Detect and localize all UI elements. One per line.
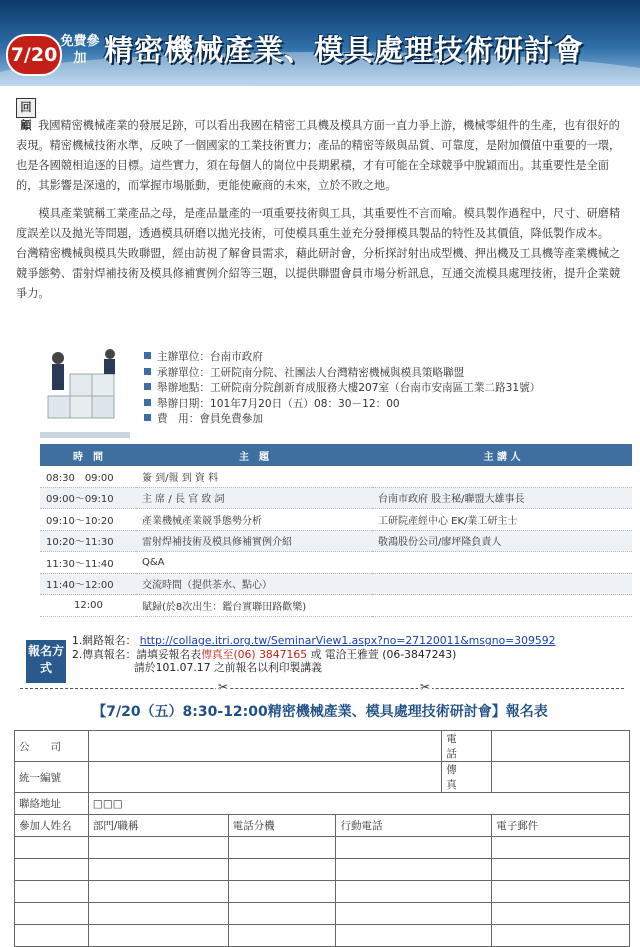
entry-cell[interactable] <box>88 881 228 903</box>
bullet-square-icon <box>144 368 151 375</box>
form-header-row <box>15 815 630 837</box>
bullet-square-icon <box>144 399 151 406</box>
schedule-topic: 雷射焊補技術及模具修補實例介紹 <box>136 530 372 552</box>
schedule-topic: 產業機械產業競爭態勢分析 <box>136 509 372 531</box>
form-row-address <box>15 793 630 815</box>
phone-field[interactable] <box>492 731 630 762</box>
entry-cell[interactable] <box>492 903 630 925</box>
intro-paragraph-1 <box>16 98 628 196</box>
form-entry-row <box>15 903 630 925</box>
event-info <box>144 350 634 428</box>
phone-label: 電 話 <box>442 731 492 762</box>
entry-cell[interactable] <box>15 859 89 881</box>
intro-paragraph-2: 模具產業號稱工業產品之母，是產品量產的一項重要技術與工具，其重要性不言而喻。模具製作過程中，尺寸、研磨精度誤差以及拋光等問題，透過模具研磨以拋光技術，可使模具重生並充分發揮模具製品的特性及其價值，降低製作成本。 <box>16 207 621 240</box>
info-organizer: 主辦單位：台南市政府 <box>144 350 634 366</box>
fax-suffix: 或 電洽王雅萱 (06-3847243) <box>310 647 457 661</box>
registration-info <box>72 634 632 675</box>
schedule-speaker <box>372 466 632 487</box>
entry-cell[interactable] <box>228 903 336 925</box>
bullet-square-icon <box>144 414 151 421</box>
title-banner <box>0 0 640 86</box>
company-label: 公 司 <box>15 731 89 762</box>
entry-cell[interactable] <box>88 837 228 859</box>
fax-field[interactable] <box>492 762 630 793</box>
registration-deadline: 請於101.07.17 之前報名以利印製講義 <box>134 661 322 674</box>
schedule-header-row <box>40 444 632 466</box>
scissors-icon: ✂ <box>420 680 431 694</box>
schedule-header-speaker: 主 講 人 <box>372 444 632 466</box>
schedule-topic: 主 席 / 長 官 致 詞 <box>136 487 372 509</box>
table-row <box>40 487 632 509</box>
schedule-time: 12:00 <box>40 595 136 617</box>
entry-cell[interactable] <box>228 837 336 859</box>
entry-cell[interactable] <box>336 859 492 881</box>
schedule-topic: 賦歸(於8次出生：鑑台實聯田路歡樂) <box>136 595 372 617</box>
col-email: 電子郵件 <box>492 815 630 837</box>
tax-id-field[interactable] <box>88 762 441 793</box>
entry-cell[interactable] <box>88 859 228 881</box>
entry-cell[interactable] <box>15 837 89 859</box>
info-datetime: 舉辦日期：101年7月20日（五）08：30－12：00 <box>144 397 634 413</box>
schedule-speaker <box>372 595 632 617</box>
entry-cell[interactable] <box>15 903 89 925</box>
dropcap: 回顧 <box>16 98 36 118</box>
registration-badge: 報名方式 <box>26 640 66 683</box>
schedule-time: 10:20～11:30 <box>40 530 136 552</box>
table-row <box>40 595 632 617</box>
col-attendee-name: 參加人姓名 <box>15 815 89 837</box>
registration-form <box>14 730 630 947</box>
registration-online <box>72 634 632 648</box>
registration-fax <box>72 648 632 662</box>
form-entry-row <box>15 881 630 903</box>
info-fee: 費 用：會員免費參加 <box>144 412 634 428</box>
zip-boxes: □□□ <box>92 797 123 810</box>
schedule-speaker: 敬鴻股份公司/廖坪隆負責人 <box>372 530 632 552</box>
table-row <box>40 466 632 487</box>
entry-cell[interactable] <box>492 859 630 881</box>
online-label: 1.網路報名： <box>72 634 137 647</box>
table-row <box>40 509 632 531</box>
schedule-time: 09:00～09:10 <box>40 487 136 509</box>
intro-paragraph-3: 台灣精密機械與模具失敗聯盟，經由訪視了解會員需求，藉此研討會，分析探討射出成型機、押出機及工具機等產業機械之競爭態勢、雷射焊補技術及模具修補實例介紹等三題，以提供聯盟會員市場分析訊息，互通交流模具處理技術，提升企業競爭力。 <box>16 247 621 300</box>
entry-cell[interactable] <box>15 881 89 903</box>
entry-cell[interactable] <box>88 903 228 925</box>
schedule-header-topic: 主 題 <box>136 444 372 466</box>
people-puzzle-illustration <box>40 346 130 438</box>
intro-text-1: 我國精密機械產業的發展足跡，可以看出我國在精密工具機及模具方面一直力爭上游，機械零組件的生產，也有很好的表現。精密機械技術水準，反映了一個國家的工業技術實力；產品的精密等級與品質、可靠度，是附加價值中重要的一環，也是各國競相追逐的目標。這些實力，須在每個人的崗位中長期累積，才有可能在全球競爭中脫穎而出。其重要性是全面的，其影響是深遠的，而掌握市場脈動，更能使廠商的未來，立於不敗之地。 <box>16 119 621 192</box>
col-phone-ext: 電話分機 <box>228 815 336 837</box>
tax-id-label: 統一編號 <box>15 762 89 793</box>
entry-cell[interactable] <box>15 925 89 947</box>
schedule-speaker: 台南市政府 股主秘/聯盟大雄事長 <box>372 487 632 509</box>
col-department-title: 部門/職稱 <box>88 815 228 837</box>
form-entry-row <box>15 837 630 859</box>
registration-link[interactable]: http://collage.itri.org.tw/SeminarView1.aspx?no=27120011&msgno=309592 <box>139 634 556 647</box>
schedule-table <box>40 444 632 617</box>
form-entry-row <box>15 925 630 947</box>
col-mobile: 行動電話 <box>336 815 492 837</box>
intro-text <box>16 98 628 312</box>
form-row-tax <box>15 762 630 793</box>
schedule-topic: Q&A <box>136 552 372 574</box>
entry-cell[interactable] <box>336 903 492 925</box>
free-tag: 免費參加 <box>60 34 100 66</box>
entry-cell[interactable] <box>228 859 336 881</box>
form-row-company <box>15 731 630 762</box>
fax-prefix: 2.傳真報名：請填妥報名表 <box>72 647 202 661</box>
entry-cell[interactable] <box>492 925 630 947</box>
schedule-time: 11:40～12:00 <box>40 573 136 595</box>
schedule-time: 08:30 09:00 <box>40 466 136 487</box>
schedule-speaker <box>372 573 632 595</box>
schedule-header-time: 時 間 <box>40 444 136 466</box>
date-badge: 7/20 <box>6 34 62 76</box>
schedule-time: 09:10～10:20 <box>40 509 136 531</box>
fax-contact: 傳真至(06) 3847165 <box>201 647 308 661</box>
entry-cell[interactable] <box>88 925 228 947</box>
bullet-square-icon <box>144 383 151 390</box>
entry-cell[interactable] <box>336 925 492 947</box>
fax-label: 傳 真 <box>442 762 492 793</box>
table-row <box>40 573 632 595</box>
form-title: 【7/20（五）8:30-12:00精密機械產業、模具處理技術研討會】報名表 <box>92 704 548 720</box>
schedule-topic: 交流時間（提供茶水、點心） <box>136 573 372 595</box>
entry-cell[interactable] <box>492 837 630 859</box>
cut-line <box>20 682 624 696</box>
entry-cell[interactable] <box>336 837 492 859</box>
company-field[interactable] <box>88 731 441 762</box>
entry-cell[interactable] <box>228 881 336 903</box>
schedule-topic: 簽 到/報 到 資 料 <box>136 466 372 487</box>
table-row <box>40 530 632 552</box>
form-entry-row <box>15 859 630 881</box>
address-label: 聯絡地址 <box>15 793 89 815</box>
entry-cell[interactable] <box>492 881 630 903</box>
info-executor: 承辦單位：工研院南分院、社團法人台灣精密機械與模具策略聯盟 <box>144 366 634 382</box>
scissors-icon: ✂ <box>218 680 229 694</box>
schedule-speaker <box>372 552 632 574</box>
bullet-square-icon <box>144 352 151 359</box>
schedule-speaker: 工研院產經中心 EK/業工研主士 <box>372 509 632 531</box>
entry-cell[interactable] <box>228 925 336 947</box>
schedule-time: 11:30～11:40 <box>40 552 136 574</box>
info-venue: 舉辦地點：工研院南分院創新育成服務大樓207室（台南市安南區工業二路31號） <box>144 381 634 397</box>
address-field[interactable] <box>88 793 629 815</box>
entry-cell[interactable] <box>336 881 492 903</box>
dashed-divider <box>20 688 624 689</box>
page-title: 精密機械產業、模具處理技術研討會 <box>104 33 585 67</box>
table-row <box>40 552 632 574</box>
